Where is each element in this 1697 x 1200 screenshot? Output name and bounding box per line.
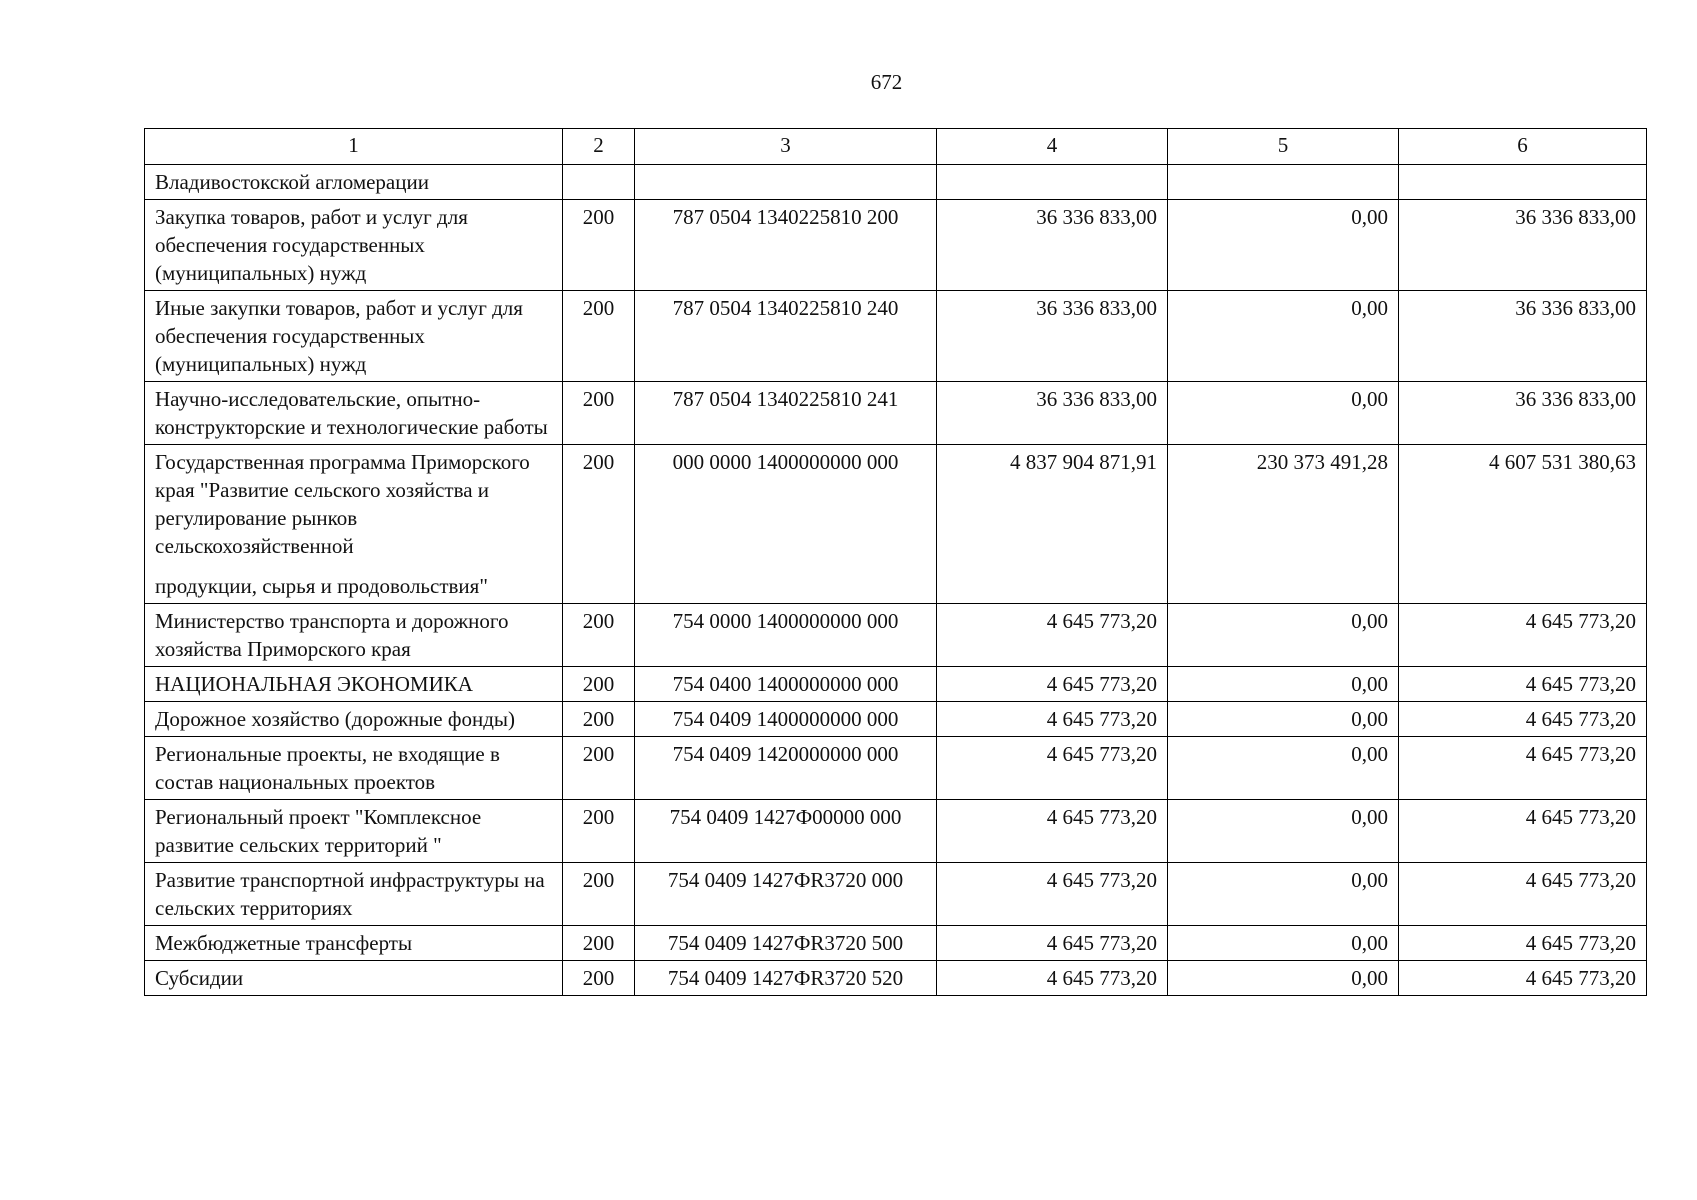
row-name-text: Государственная программа Приморского края "Развитие сельского хозяйства и регулирование рынков сельскохозяйственной	[155, 450, 530, 558]
table-row	[145, 737, 1647, 800]
row-change-cell: 0,00	[1168, 200, 1399, 291]
row-classification-code-cell: 754 0409 1427Ф00000 000	[635, 800, 937, 863]
row-amount-cell: 4 837 904 871,91	[937, 445, 1168, 604]
row-amount-cell: 36 336 833,00	[937, 382, 1168, 445]
row-total-cell: 4 645 773,20	[1399, 604, 1647, 667]
table-row	[145, 702, 1647, 737]
row-name-cell: Закупка товаров, работ и услуг для обеспечения государственных (муниципальных) нужд	[145, 200, 563, 291]
row-name-cell: Региональные проекты, не входящие в состав национальных проектов	[145, 737, 563, 800]
column-header: 2	[563, 129, 635, 165]
row-classification-code-cell: 754 0400 1400000000 000	[635, 667, 937, 702]
row-change-cell: 0,00	[1168, 604, 1399, 667]
column-header: 5	[1168, 129, 1399, 165]
column-header: 1	[145, 129, 563, 165]
row-classification-code-cell: 754 0409 1427ФR3720 500	[635, 926, 937, 961]
row-total-cell: 4 645 773,20	[1399, 737, 1647, 800]
row-total-cell: 36 336 833,00	[1399, 200, 1647, 291]
row-change-cell: 0,00	[1168, 863, 1399, 926]
row-code-cell: 200	[563, 800, 635, 863]
row-total-cell: 4 645 773,20	[1399, 926, 1647, 961]
row-amount-cell: 4 645 773,20	[937, 737, 1168, 800]
row-name-cell: НАЦИОНАЛЬНАЯ ЭКОНОМИКА	[145, 667, 563, 702]
row-name-cell: Владивостокской агломерации	[145, 165, 563, 200]
row-total-cell: 4 645 773,20	[1399, 863, 1647, 926]
table-row	[145, 445, 1647, 604]
row-total-cell	[1399, 165, 1647, 200]
row-change-cell: 0,00	[1168, 667, 1399, 702]
row-change-cell: 0,00	[1168, 702, 1399, 737]
column-header: 4	[937, 129, 1168, 165]
row-name-text-continued: продукции, сырья и продовольствия"	[155, 574, 488, 598]
row-code-cell	[563, 165, 635, 200]
row-code-cell: 200	[563, 200, 635, 291]
row-name-cell	[145, 445, 563, 604]
row-total-cell: 4 645 773,20	[1399, 961, 1647, 996]
table-row	[145, 800, 1647, 863]
row-classification-code-cell: 754 0000 1400000000 000	[635, 604, 937, 667]
row-name-cell: Дорожное хозяйство (дорожные фонды)	[145, 702, 563, 737]
row-change-cell: 0,00	[1168, 737, 1399, 800]
table-row	[145, 200, 1647, 291]
row-name-cell: Региональный проект "Комплексное развитие сельских территорий "	[145, 800, 563, 863]
row-amount-cell: 36 336 833,00	[937, 291, 1168, 382]
page-number: 672	[870, 70, 903, 94]
table-row	[145, 291, 1647, 382]
row-classification-code-cell: 787 0504 1340225810 200	[635, 200, 937, 291]
row-total-cell: 4 645 773,20	[1399, 800, 1647, 863]
row-name-cell: Министерство транспорта и дорожного хозяйства Приморского края	[145, 604, 563, 667]
row-amount-cell	[937, 165, 1168, 200]
row-total-cell: 4 645 773,20	[1399, 667, 1647, 702]
row-code-cell: 200	[563, 667, 635, 702]
table-row	[145, 961, 1647, 996]
row-classification-code-cell: 000 0000 1400000000 000	[635, 445, 937, 604]
row-classification-code-cell: 754 0409 1400000000 000	[635, 702, 937, 737]
row-amount-cell: 4 645 773,20	[937, 863, 1168, 926]
row-classification-code-cell: 754 0409 1427ФR3720 000	[635, 863, 937, 926]
row-change-cell: 0,00	[1168, 961, 1399, 996]
row-amount-cell: 4 645 773,20	[937, 926, 1168, 961]
row-amount-cell: 4 645 773,20	[937, 800, 1168, 863]
row-change-cell: 0,00	[1168, 382, 1399, 445]
table-row	[145, 604, 1647, 667]
row-total-cell: 4 645 773,20	[1399, 702, 1647, 737]
row-classification-code-cell: 787 0504 1340225810 240	[635, 291, 937, 382]
row-code-cell: 200	[563, 445, 635, 604]
row-name-cell: Межбюджетные трансферты	[145, 926, 563, 961]
row-total-cell: 4 607 531 380,63	[1399, 445, 1647, 604]
row-name-cell: Научно-исследовательские, опытно-конструкторские и технологические работы	[145, 382, 563, 445]
table-row	[145, 926, 1647, 961]
row-name-cell: Субсидии	[145, 961, 563, 996]
row-classification-code-cell: 754 0409 1420000000 000	[635, 737, 937, 800]
row-change-cell: 0,00	[1168, 926, 1399, 961]
table-row	[145, 863, 1647, 926]
row-total-cell: 36 336 833,00	[1399, 291, 1647, 382]
row-amount-cell: 36 336 833,00	[937, 200, 1168, 291]
row-code-cell: 200	[563, 737, 635, 800]
column-header: 6	[1399, 129, 1647, 165]
row-code-cell: 200	[563, 961, 635, 996]
row-code-cell: 200	[563, 702, 635, 737]
row-amount-cell: 4 645 773,20	[937, 961, 1168, 996]
row-change-cell: 0,00	[1168, 800, 1399, 863]
row-amount-cell: 4 645 773,20	[937, 702, 1168, 737]
column-header: 3	[635, 129, 937, 165]
row-change-cell: 230 373 491,28	[1168, 445, 1399, 604]
row-classification-code-cell: 787 0504 1340225810 241	[635, 382, 937, 445]
table-row	[145, 382, 1647, 445]
row-total-cell: 36 336 833,00	[1399, 382, 1647, 445]
row-name-cell: Развитие транспортной инфраструктуры на сельских территориях	[145, 863, 563, 926]
table-row	[145, 165, 1647, 200]
row-code-cell: 200	[563, 863, 635, 926]
row-classification-code-cell	[635, 165, 937, 200]
row-classification-code-cell: 754 0409 1427ФR3720 520	[635, 961, 937, 996]
table-row	[145, 667, 1647, 702]
row-code-cell: 200	[563, 926, 635, 961]
row-name-cell: Иные закупки товаров, работ и услуг для обеспечения государственных (муниципальных) нужд	[145, 291, 563, 382]
row-code-cell: 200	[563, 382, 635, 445]
row-amount-cell: 4 645 773,20	[937, 667, 1168, 702]
table-header-row	[145, 129, 1647, 165]
row-amount-cell: 4 645 773,20	[937, 604, 1168, 667]
row-change-cell	[1168, 165, 1399, 200]
row-code-cell: 200	[563, 291, 635, 382]
row-change-cell: 0,00	[1168, 291, 1399, 382]
budget-table	[144, 128, 1647, 996]
row-code-cell: 200	[563, 604, 635, 667]
